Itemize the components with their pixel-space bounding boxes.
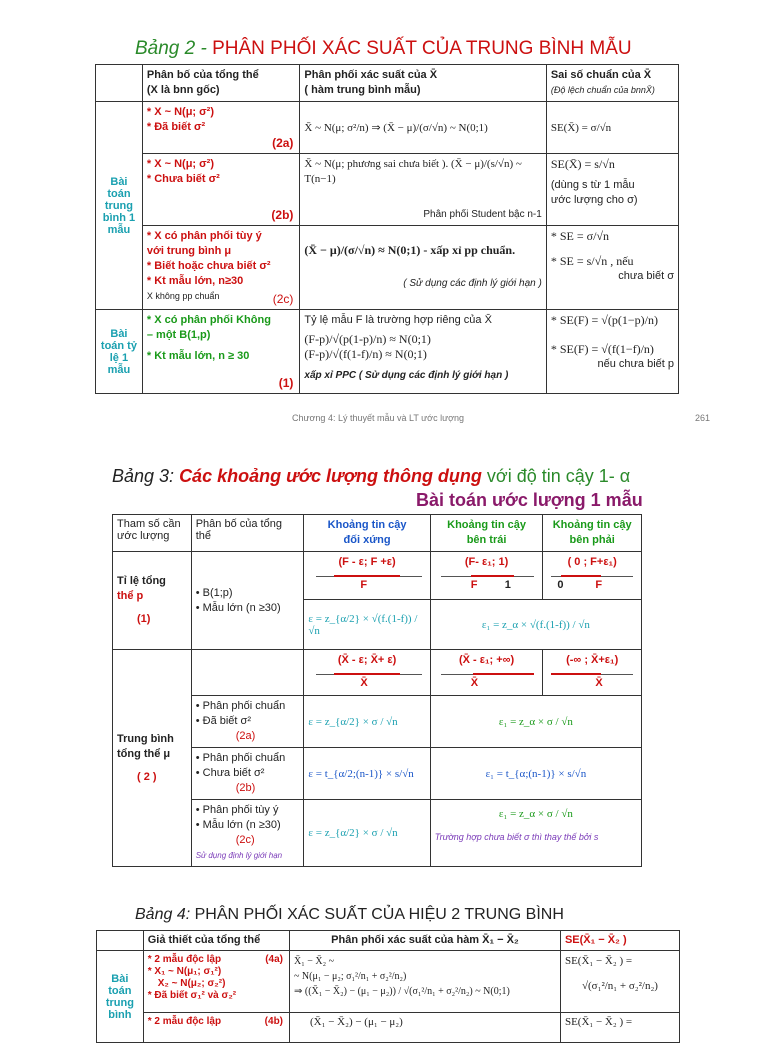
axis-mark: 1 [504,579,511,591]
cell-text: * Đã biết σ² [146,121,206,133]
table2-title-main: PHÂN PHỐI XÁC SUẤT CỦA TRUNG BÌNH MẪU [212,38,632,59]
t3-mean-2c-one-cell [430,800,641,867]
row-tag: (2c) [272,292,294,306]
cell-text: (1) [137,613,151,625]
cell-text: * X ~ N(μ; σ²) [146,106,214,118]
cell-text: * Biết hoặc chưa biết σ² [146,260,271,272]
table4-title [135,906,564,924]
cell-text: * Đã biết σ₁² và σ₂² [147,990,237,1001]
formula: * SE(F) = √(f(1−f)/n) [550,342,654,356]
group-label: Bài toán tỷ lệ 1 mẫu [100,327,137,376]
formula: (F-p)/√(f(1-f)/n) ≈ N(0;1) [304,347,427,361]
axis-left [435,570,539,594]
cell-text: * X có phân phối tùy ý [146,230,262,242]
axis-interval [551,673,601,675]
cell-text: X₂ ~ N(μ₂; σ₂²) [157,978,226,989]
t3-prop-dist [191,552,304,650]
row-tag: (4a) [265,954,284,965]
t3-mean-left-interval [430,650,543,696]
hdr-text: Sai số chuẩn của X̄ [550,69,652,81]
t3-mean-2b-dist [191,748,304,800]
t3-prop-eps-sym: ε = z_{α/2} × √(f.(1-f)) / √n [304,600,430,650]
hdr-text: ( hàm trung bình mẫu) [304,84,421,96]
t3-mean-2b-one: ε₁ = t_{α;(n-1)} × s/√n [430,748,641,800]
table3-title-prefix: Bảng 3: [112,466,180,486]
axis-sym [308,668,425,690]
formula: * SE = s/√n , nếu [550,254,634,268]
row-2a-population [142,102,300,154]
axis-mark: F [470,579,478,591]
axis-mark: X̄ [595,677,603,689]
footer-chapter: Chương 4: Lý thuyết mẫu và LT ước lượng [292,413,465,423]
formula: ~ N(μ₁ − μ₂; σ₁²/n₁ + σ₂²/n₂) [294,971,407,982]
hdr-text: (X là bnn gốc) [146,84,220,96]
cell-note: Sử dụng định lý giới hạn [195,851,283,860]
cell-text: * Kt mẫu lớn, n ≥ 30 [146,350,250,362]
hdr-text: Phân phối xác suất của X̄ [304,69,438,81]
formula: * SE(F) = √(p(1−p)/n) [550,313,658,327]
table2-corner [96,65,143,102]
hdr-text: bên trái [466,534,507,546]
table3-subtitle: Bài toán ước lượng 1 mẫu [416,490,643,510]
row-2a-distribution [300,102,546,154]
formula: X̄₁ − X̄₂ ~ [294,956,334,967]
t4-row4b-dist: (X̄₁ − X̄₂) − (μ₁ − μ₂) [290,1013,561,1043]
formula: X̄ ~ N(μ; phương sai chưa biết ). (X̄ − μ)/(s/√n) ~ T(n−1) [304,158,522,185]
formula: SE(X̄) = σ/√n [550,121,612,134]
formula: ⇒ ((X̄₁ − X̄₂) − (μ₁ − μ₂)) / √(σ₁²/n₁ + σ₂²/n₂) ~ N(0;1) [294,986,510,997]
t4-header-se: SE(X̄₁ − X̄₂ ) [560,931,679,951]
axis-mark: 0 [557,579,564,591]
axis-right [547,570,637,594]
group-label: Bài toán trung bình [105,972,134,1021]
cell-text: • Phân phối tùy ý [195,804,279,816]
formula: ε₁ = z_α × σ / √n [498,808,573,820]
axis-mark: X̄ [470,677,479,689]
t3-header-right [543,515,642,552]
footer-page: 261 [695,413,711,423]
cell-note: Trường hợp chưa biết σ thì thay thế bởi s [434,832,599,842]
t3-header-left [430,515,543,552]
group-label: Bài toán trung bình 1 mẫu [102,175,136,236]
row-tag: (2c) [235,834,255,846]
interval-text: (F- ε₁; 1) [464,556,509,568]
cell-text: • Phân phối chuẩn [195,700,286,712]
formula: X̄ ~ N(μ; σ²/n) ⇒ (X̄ − μ)/(σ/√n) ~ N(0;1) [304,122,488,134]
axis-mark: F [595,579,603,591]
table3 [112,514,642,867]
cell-text: – một B(1,p) [146,329,211,341]
cell-note: ước lượng cho σ) [550,194,638,206]
cell-text: • Mẫu lớn (n ≥30) [195,601,281,614]
row-tag: (2b) [271,208,294,222]
interval-text: (X̄ - ε₁; +∞) [458,654,515,666]
t3-mean-sym-interval [304,650,430,696]
cell-text: * Kt mẫu lớn, n≥30 [146,275,244,287]
table2-header-population [142,65,300,102]
t3-mean-2b-sym: ε = t_{α/2;(n-1)} × s/√n [304,748,430,800]
row-2b-population [142,154,300,226]
formula: √(σ₁²/n₁ + σ₂²/n₂) [581,980,658,992]
t4-row4a-se [560,951,679,1013]
cell-text: • Mẫu lớn (n ≥30) [195,819,281,831]
row-tag: (4b) [264,1016,284,1027]
formula: SE(X̄₁ − X̄₂ ) = [564,955,633,967]
cell-note: ( Sử dụng các định lý giới hạn ) [403,278,542,289]
row-2c-population [142,226,300,310]
row-tag: (1) [278,376,294,390]
hdr-text: (Độ lệch chuẩn của bnnX̄) [550,85,655,95]
cell-note: xấp xỉ PPC ( Sử dụng các định lý giới hạn ) [304,370,509,381]
axis-left [435,668,539,690]
t3-prop-left-interval [430,552,543,600]
t3-mean-empty [191,650,304,696]
t3-prop-right-interval [543,552,642,600]
table2-header-se [546,65,678,102]
cell-text: ( 2 ) [137,770,157,783]
t3-prop-eps-one: ε₁ = z_α × √(f.(1-f)) / √n [430,600,641,650]
cell-text: • Đã biết σ² [195,715,251,727]
hdr-text: Khoảng tin cậy [327,519,407,531]
table2-group-prop [96,310,143,394]
formula: * SE = σ/√n [550,229,609,243]
t3-mean-right-interval [543,650,642,696]
table2-group-mean [96,102,143,310]
formula: SE(X̄) = s/√n [550,157,615,171]
axis-interval [473,673,535,675]
cell-text: • B(1;p) [195,586,233,599]
row-2c-distribution [300,226,546,310]
row-1-population [142,310,300,394]
row-2b-distribution [300,154,546,226]
cell-note: X không pp chuẩn [146,291,220,301]
cell-note: chưa biết σ [618,270,674,282]
cell-text: * 2 mẫu độc lập [147,1016,222,1027]
cell-text: Tỉ lệ tổng [117,575,166,587]
row-1-distribution [300,310,546,394]
axis-right [547,668,637,690]
cell-text: tổng thể μ [117,747,171,760]
t4-header-assume: Giả thiết của tổng thể [143,931,289,951]
cell-text: * X ~ N(μ; σ²) [146,158,214,170]
t4-row4a-dist [290,951,561,1013]
hdr-text: Phân bố của tổng thể [146,69,259,81]
table4 [96,930,680,1043]
table3-title-suffix: với độ tin cậy 1- α [481,466,631,486]
interval-text: (-∞ ; X̄+ε₁) [566,654,619,666]
t4-header-dist: Phân phối xác suất của hàm X̄₁ − X̄₂ [290,931,561,951]
cell-text: • Chưa biết σ² [195,767,265,779]
row-tag: (2a) [272,136,294,150]
table4-title-main: PHÂN PHỐI XÁC SUẤT CỦA HIỆU 2 TRUNG BÌNH [194,906,564,923]
hdr-text: bên phải [569,534,615,546]
axis-interval [471,575,515,577]
table3-title [112,466,630,487]
row-1-se [546,310,678,394]
row-tag: (2a) [235,730,256,742]
table2-header-distribution [300,65,546,102]
t3-mean-2a-one: ε₁ = z_α × σ / √n [430,696,641,748]
table2-title-prefix: Bảng 2 - [135,38,213,59]
cell-text: Tỷ lệ mẫu F là trường hợp riêng của X̄ [304,314,492,326]
cell-note: nếu chưa biết p [597,358,674,370]
hdr-text: đối xứng [343,534,391,546]
row-2b-se [546,154,678,226]
table2 [95,64,679,394]
row-2c-se [546,226,678,310]
t3-mean-2a-sym: ε = z_{α/2} × σ / √n [304,696,430,748]
t3-prop-sym-interval [304,552,430,600]
row-tag: (2b) [235,782,256,794]
t4-row4b-assume [143,1013,289,1043]
t3-prop-label [113,552,192,650]
axis-interval [334,673,399,675]
cell-note: (dùng s từ 1 mẫu [550,179,635,191]
t3-header-sym [304,515,430,552]
cell-text: • Phân phối chuẩn [195,752,286,764]
t3-mean-2a-dist [191,696,304,748]
cell-text: * 2 mẫu độc lập [147,954,222,965]
row-2a-se [546,102,678,154]
t4-group [97,951,144,1043]
cell-text: * X₁ ~ N(μ₁; σ₁²) [147,966,222,977]
table3-title-main: Các khoảng ước lượng thông dụng [179,466,482,486]
t3-mean-2c-dist [191,800,304,867]
axis-sym [308,570,425,594]
axis-interval [561,575,601,577]
t4-row4a-assume [143,951,289,1013]
t3-mean-2c-sym: ε = z_{α/2} × σ / √n [304,800,430,867]
interval-text: ( 0 ; F+ε₁) [567,556,617,568]
interval-text: (X̄ - ε; X̄+ ε) [337,654,397,666]
axis-mark: X̄ [360,677,368,689]
cell-text: * X có phân phối Không [146,314,271,326]
cell-note: Phân phối Student bậc n-1 [423,209,542,220]
t3-mean-label [113,650,192,867]
formula: (F-p)/√(p(1-p)/n) ≈ N(0;1) [304,332,431,346]
formula: (X̄ − μ)/(σ/√n) ≈ N(0;1) - xấp xỉ pp chuẩn. [304,243,516,257]
t3-header-dist: Phân bố của tổng thể [191,515,304,552]
table2-title [135,38,632,60]
cell-text: * Chưa biết σ² [146,173,220,185]
interval-text: (F - ε; F +ε) [338,556,396,568]
hdr-text: Khoảng tin cậy [552,519,632,531]
cell-text: Trung bình [117,732,174,745]
cell-text: thể p [117,590,144,602]
t3-header-param: Tham số cần ước lượng [113,515,192,552]
hdr-text: Khoảng tin cậy [447,519,526,531]
cell-text: với trung bình μ [146,245,232,257]
axis-interval [334,575,399,577]
t4-row4b-se: SE(X̄₁ − X̄₂ ) = [560,1013,679,1043]
table4-corner [97,931,144,951]
table4-title-prefix: Bảng 4: [135,906,195,923]
axis-mark: F [360,579,368,591]
